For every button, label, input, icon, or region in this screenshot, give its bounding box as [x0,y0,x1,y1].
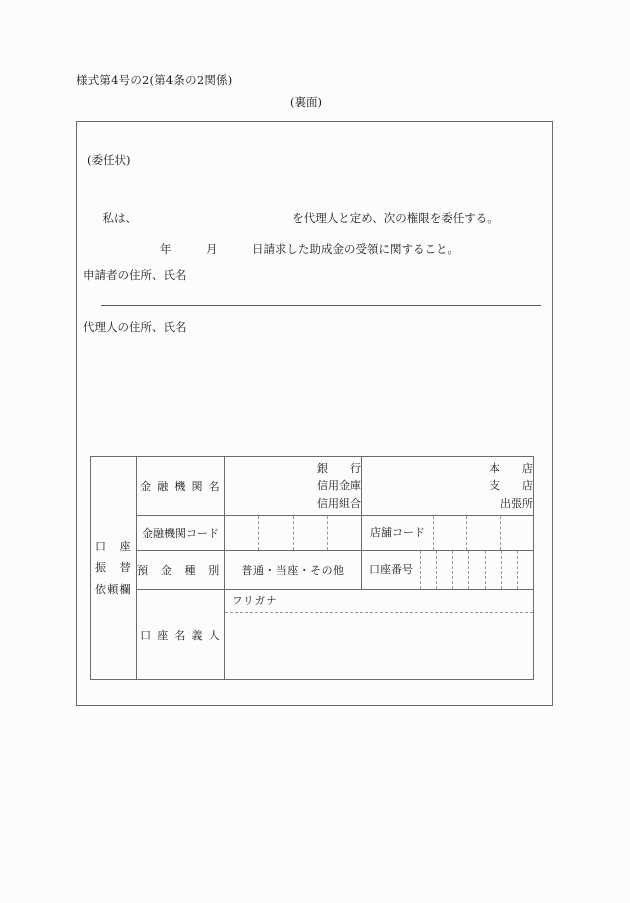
branch-type-branch[interactable]: 支 店 [489,479,533,493]
page-side-label: (裏面) [290,95,322,109]
account-holder-fields [225,590,533,679]
account-number-box-3[interactable] [453,551,469,589]
table-row-deposit-type [91,551,534,590]
branch-type-cell[interactable] [362,457,534,516]
institution-name-label-cell [137,457,225,516]
account-holder-name-blank[interactable] [225,613,533,679]
document-frame [76,121,553,706]
branch-type-sub-branch[interactable]: 出張所 [500,496,533,510]
institution-type-bank[interactable]: 銀 行 [317,462,361,476]
branch-code-label: 店舗コード [362,516,434,550]
branch-code-box-2[interactable] [467,516,500,550]
deposit-type-options-cell[interactable] [225,551,362,590]
institution-type-cell[interactable] [225,457,362,516]
branch-code-cell[interactable] [362,516,534,551]
account-number-cell[interactable] [362,551,534,590]
institution-code-box-3[interactable] [294,516,328,550]
institution-code-box-1[interactable] [225,516,259,550]
deposit-type-options[interactable]: 普通・当座・その他 [241,564,345,577]
account-number-label: 口座番号 [369,563,413,576]
deposit-type-label-cell [137,551,225,590]
bank-transfer-side-label [91,457,137,680]
branch-code-box-1[interactable] [434,516,467,550]
institution-code-label: 金融機関コード [142,527,219,540]
table-row-institution-name [91,457,534,516]
institution-code-label-cell [137,516,225,551]
letter-of-attorney-title: (委任状) [87,153,131,167]
institution-type-shinkin[interactable]: 信用金庫 [317,479,361,493]
furigana-label[interactable]: フリガナ [225,590,533,613]
account-number-boxes[interactable] [362,551,533,589]
institution-name-label: 金 融 機 関 名 [140,480,221,493]
account-number-box-2[interactable] [437,551,453,589]
branch-code-boxes[interactable] [362,516,533,550]
account-holder-label-cell [137,590,225,680]
account-holder-input-cell[interactable] [225,590,534,680]
table-row-account-holder [91,590,534,680]
account-holder-label: 口 座 名 義 人 [140,628,221,642]
applicant-address-name-label: 申請者の住所、氏名 [83,268,187,282]
account-number-box-5[interactable] [486,551,502,589]
institution-code-input-cell[interactable] [225,516,362,551]
branch-type-head-office[interactable]: 本 店 [489,462,533,476]
form-code-label: 様式第4号の2(第4条の2関係) [76,73,233,87]
institution-type-credit-union[interactable]: 信用組合 [317,496,361,510]
bank-transfer-table [90,456,534,680]
table-row-institution-code [91,516,534,551]
account-number-box-4[interactable] [469,551,485,589]
delegation-clause-line-2: 年 月 日請求した助成金の受領に関すること。 [91,242,459,256]
side-label-line-1: 口 座 [95,539,132,553]
side-label-line-2: 振 替 [95,561,132,575]
branch-code-box-3[interactable] [501,516,533,550]
institution-code-box-2[interactable] [259,516,293,550]
signature-rule [101,305,541,306]
institution-code-boxes[interactable] [225,516,361,550]
deposit-type-label: 預 金 種 別 [137,564,224,577]
delegation-clause-line-1: 私は、 を代理人と定め、次の権限を委任する。 [91,211,499,225]
account-number-box-7[interactable] [518,551,533,589]
agent-address-name-label: 代理人の住所、氏名 [83,320,187,334]
account-number-box-1[interactable] [420,551,437,589]
side-label-line-3: 依頼欄 [95,582,132,596]
account-number-box-6[interactable] [502,551,518,589]
institution-code-box-4[interactable] [328,516,361,550]
